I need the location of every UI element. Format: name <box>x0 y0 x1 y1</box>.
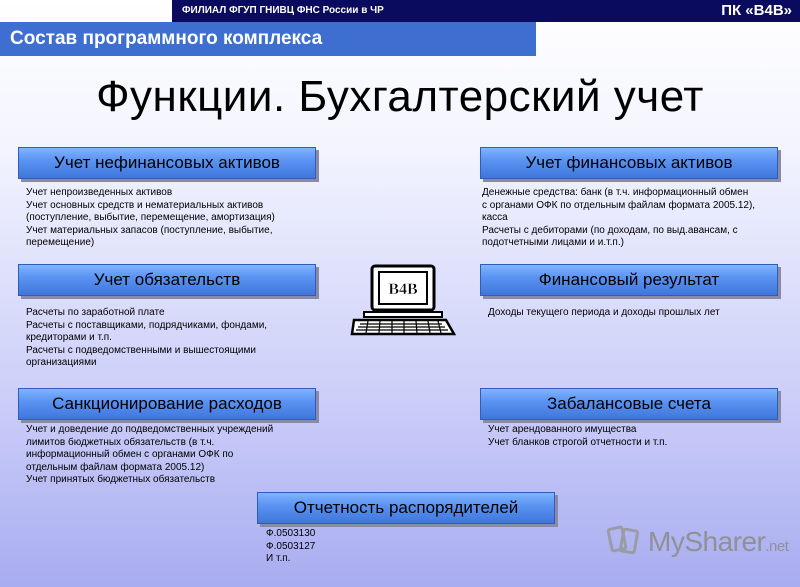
computer-logo: B4B <box>388 281 418 298</box>
block-financial-assets-text: Денежные средства: банк (в т.ч. информационный обмен с органами ОФК по отдельным файлам формата 2005.12), касса Расчеты с дебиторами (по доходам, по выд.авансам, с подотчетными лицами и и.т.п.) <box>482 187 756 248</box>
block-financial-assets-header: Учет финансовых активов <box>480 147 778 179</box>
top-header-bar <box>172 0 800 22</box>
watermark-logo <box>606 522 789 562</box>
section-title: Состав программного комплекса <box>10 28 323 49</box>
watermark-icon <box>606 522 642 558</box>
block-nonfinancial-assets-text: Учет непроизведенных активов Учет основных средств и нематериальных активов (поступление, выбытие, перемещение, амортизация) Учет материальных запасов (поступление, выбытие, перемещение) <box>26 187 275 248</box>
section-banner <box>0 22 536 56</box>
product-name: ПК «В4В» <box>721 2 792 19</box>
page-title: Функции. Бухгалтерский учет <box>96 72 704 121</box>
block-liabilities-text: Расчеты по заработной плате Расчеты с поставщиками, подрядчиками, фондами, кредиторами и т.п. Расчеты с подведомственными и вышестоящими организациями <box>26 307 268 368</box>
block-reports-header: Отчетность распорядителей <box>257 492 555 524</box>
block-off-balance-text: Учет арендованного имущества Учет бланков строгой отчетности и т.п. <box>488 424 668 448</box>
block-financial-result-text: Доходы текущего периода и доходы прошлых лет <box>488 307 720 318</box>
block-sanctioning-text: Учет и доведение до подведомственных учреждений лимитов бюджетных обязательств (в т.ч. информационный обмен с органами ОФК по отдельным файлам формата 2005.12) Учет принятых бюджетных обязательств <box>26 424 274 485</box>
block-reports-text: Ф.0503130 Ф.0503127 И т.п. <box>266 528 316 564</box>
block-liabilities-header: Учет обязательств <box>18 264 316 296</box>
watermark-text: MySharer.net <box>648 526 789 557</box>
block-nonfinancial-assets-header: Учет нефинансовых активов <box>18 147 316 179</box>
block-financial-result-header: Финансовый результат <box>480 264 778 296</box>
organization-name: ФИЛИАЛ ФГУП ГНИВЦ ФНС России в ЧР <box>182 5 384 16</box>
block-sanctioning-header: Санкционирование расходов <box>18 388 316 420</box>
computer-icon <box>350 264 458 336</box>
block-off-balance-header: Забалансовые счета <box>480 388 778 420</box>
